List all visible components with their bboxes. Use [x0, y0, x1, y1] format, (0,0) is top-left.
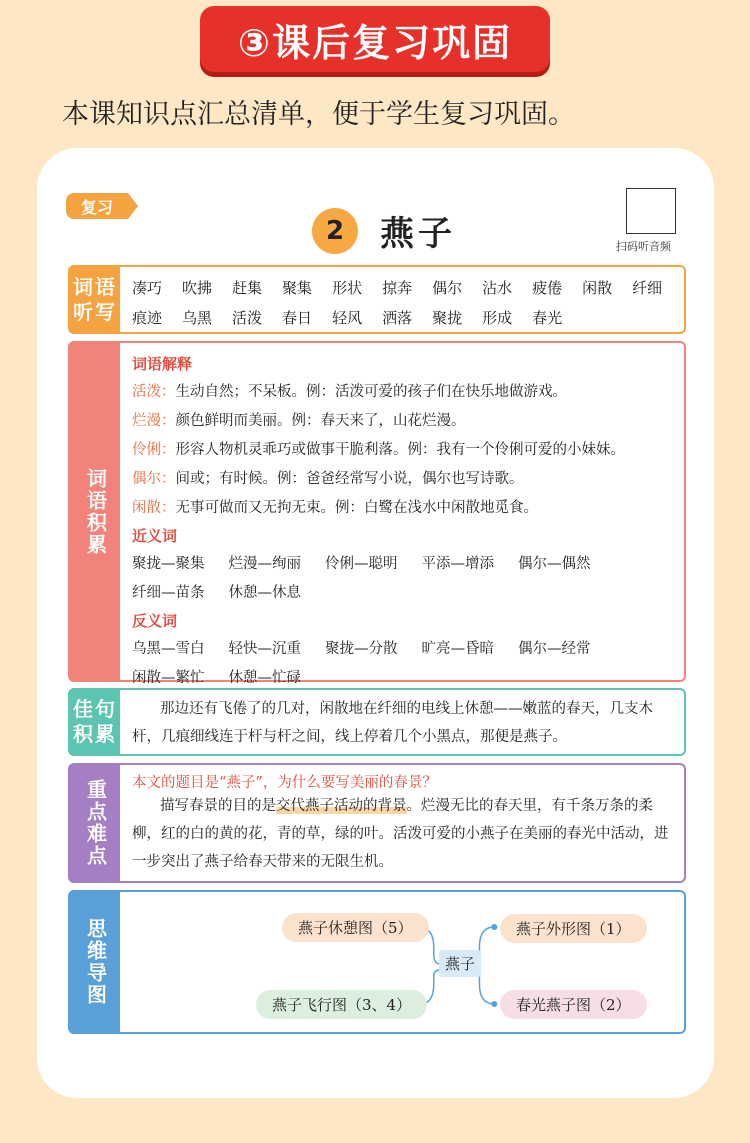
- synonym-pair: 烂漫—绚丽: [228, 556, 301, 572]
- keypoint-answer: 描写春景的目的是交代燕子活动的背景。烂漫无比的春天里，有千条万条的柔柳，红的白的黄的花，青的草，绿的叶。活泼可爱的小燕子在美丽的春光中活动，进一步突出了燕子给春天带来的无限生机。: [132, 798, 669, 870]
- dictation-word: 沾水: [482, 279, 513, 297]
- dictation-word: 掠奔: [382, 279, 413, 297]
- antonym-pair: 闲散—繁忙: [132, 670, 205, 686]
- antonym-pair: 聚拢—分散: [325, 641, 398, 657]
- qr-label: 扫码听音频: [616, 240, 671, 253]
- antonym-pair: 轻快—沉重: [228, 641, 301, 657]
- section-label: 思维导图: [70, 892, 120, 1032]
- definition-item: [132, 467, 674, 488]
- lesson-title: 燕子: [380, 214, 456, 254]
- definition-term: 烂漫：: [132, 413, 176, 429]
- dictation-word: 吹拂: [182, 279, 213, 297]
- definition-text: 形容人物机灵乖巧或做事干脆利落。例：我有一个伶俐可爱的小妹妹。: [175, 442, 625, 458]
- antonym-pair: 偶尔—经常: [518, 641, 591, 657]
- synonym-pair: 伶俐—聪明: [325, 556, 398, 572]
- antonym-pair: 旷亮—昏暗: [421, 641, 494, 657]
- section-banner: ③课后复习巩固: [200, 6, 550, 72]
- dictation-word: 乌黑: [182, 309, 213, 327]
- dictation-word: 形成: [482, 309, 513, 327]
- listening-section: [68, 265, 686, 334]
- dictation-word: 聚集: [282, 279, 313, 297]
- antonym-pair: 休憩—忙碌: [228, 670, 301, 686]
- section-label: 词语积累: [70, 343, 120, 680]
- synonym-title: 近义词: [132, 527, 178, 545]
- dictation-word: 活泼: [232, 309, 263, 327]
- definition-term: 偶尔：: [132, 471, 176, 487]
- dictation-word: 疲倦: [532, 279, 563, 297]
- explain-title: 词语解释: [132, 355, 193, 373]
- sentence-section: [68, 688, 686, 756]
- definition-text: 无事可做而又无拘无束。例：白鹭在浅水中闲散地觅食。: [175, 500, 538, 516]
- synonym-list: [132, 552, 674, 602]
- definition-list: [132, 380, 674, 517]
- sentence-text: 那边还有飞倦了的几对，闲散地在纤细的电线上休憩——嫩蓝的春天，几支木杆，几痕细线连于杆与杆之间，线上停着几个小黑点，那便是燕子。: [132, 701, 653, 745]
- mindmap-node: 燕子休憩图（5）: [282, 913, 429, 942]
- dictation-word: 赶集: [232, 279, 263, 297]
- dictation-word: 闲散: [582, 279, 613, 297]
- lesson-header: [312, 206, 456, 255]
- synonym-pair: 平添—增添: [421, 556, 494, 572]
- dictation-word: 偶尔: [432, 279, 463, 297]
- definition-item: [132, 380, 674, 401]
- definition-item: [132, 409, 674, 430]
- keypoint-section: [68, 763, 686, 883]
- definition-text: 间或；有时候。例：爸爸经常写小说，偶尔也写诗歌。: [175, 471, 524, 487]
- lesson-number: 2: [312, 208, 358, 254]
- mindmap-node: 春光燕子图（2）: [500, 990, 647, 1019]
- dictation-word: 痕迹: [132, 309, 163, 327]
- dictation-word: 洒落: [382, 309, 413, 327]
- dictation-word: 轻风: [332, 309, 363, 327]
- mindmap-section: [68, 890, 686, 1034]
- definition-item: [132, 496, 674, 517]
- definition-text: 生动自然；不呆板。例：活泼可爱的孩子们在快乐地做游戏。: [175, 384, 567, 400]
- accumulation-section: [68, 341, 686, 686]
- intro-text: 本课知识点汇总清单，便于学生复习巩固。: [62, 99, 575, 130]
- definition-term: 活泼：: [132, 384, 176, 400]
- section-label: 佳句积累: [70, 690, 120, 754]
- definition-text: 颜色鲜明而美丽。例：春天来了，山花烂漫。: [175, 413, 466, 429]
- antonym-title: 反义词: [132, 612, 178, 630]
- mindmap-node: 燕子外形图（1）: [500, 914, 647, 943]
- section-label: 词语听写: [70, 267, 120, 332]
- word-list: [132, 267, 674, 328]
- synonym-pair: 纤细—苗条: [132, 585, 205, 601]
- dictation-word: 春光: [532, 309, 563, 327]
- synonym-pair: 休憩—休息: [228, 585, 301, 601]
- definition-term: 闲散：: [132, 500, 176, 516]
- keypoint-question: 本文的题目是“燕子”，为什么要写美丽的春景？: [132, 775, 437, 791]
- qr-code-icon[interactable]: [626, 188, 676, 234]
- synonym-pair: 偶尔—偶然: [518, 556, 591, 572]
- antonym-list: [132, 637, 674, 687]
- definition-item: [132, 438, 674, 459]
- definition-term: 伶俐：: [132, 442, 176, 458]
- section-label: 重点难点: [70, 765, 120, 881]
- dictation-word: 凑巧: [132, 279, 163, 297]
- synonym-pair: 聚拢—聚集: [132, 556, 205, 572]
- mindmap-node: 燕子飞行图（3、4）: [256, 990, 427, 1019]
- review-tag: 复习: [66, 193, 128, 219]
- dictation-word: 春日: [282, 309, 313, 327]
- mindmap-center: 燕子: [439, 950, 481, 977]
- dictation-word: 纤细: [632, 279, 663, 297]
- antonym-pair: 乌黑—雪白: [132, 641, 205, 657]
- dictation-word: 聚拢: [432, 309, 463, 327]
- dictation-word: 形状: [332, 279, 363, 297]
